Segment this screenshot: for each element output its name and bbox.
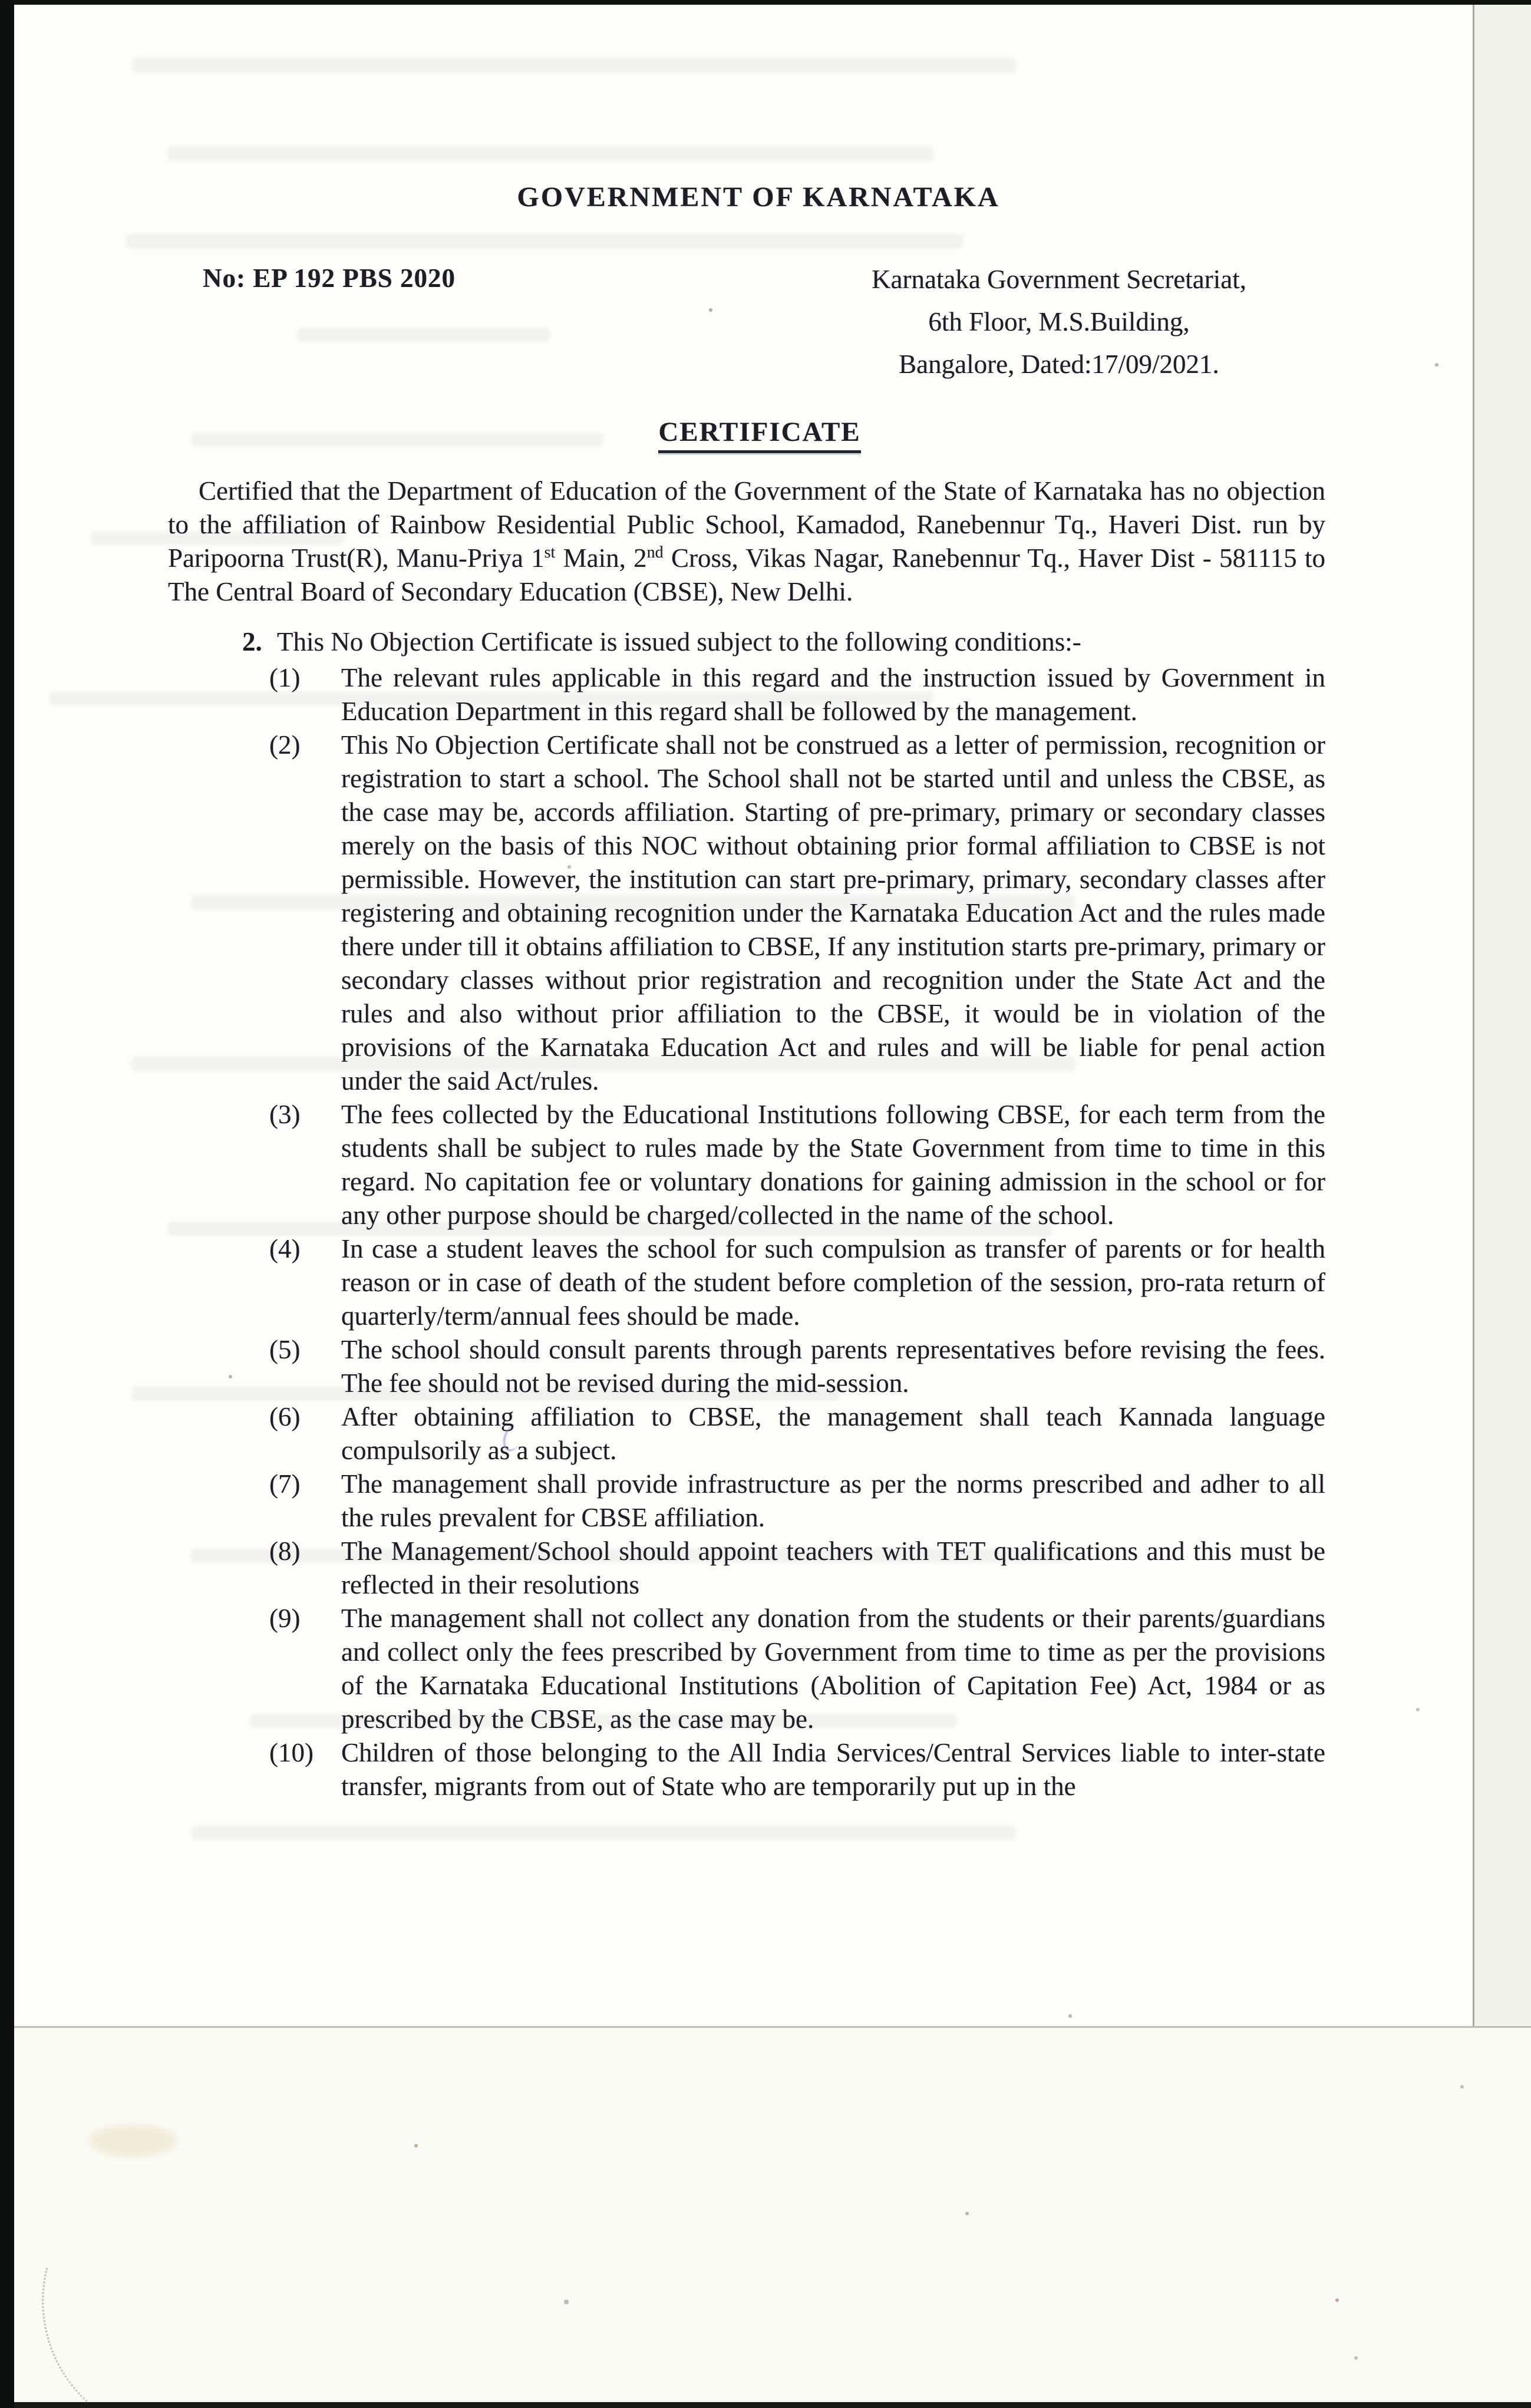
page-content: [168, 5, 1325, 1803]
certification-text-part1: Certified that the Department of Education of the Government of the State of Karnataka has no objection to the affiliation of Rainbow Residential Public School, Kamadod, Ranebennur Tq., Haveri Dist. run by Paripoorna Trust(R), Manu-Priya 1: [168, 476, 1325, 573]
certification-text-part2: Main, 2: [555, 543, 647, 573]
condition-number: (3): [269, 1100, 301, 1129]
condition-item-1: [168, 661, 1325, 728]
address-line-date: Bangalore, Dated:17/09/2021.: [899, 349, 1219, 379]
scan-edge-top: [0, 0, 1531, 5]
clause-2-number: 2.: [242, 627, 262, 657]
bleed-through-artifact: [191, 1826, 1016, 1840]
condition-number: (6): [269, 1402, 301, 1431]
address-block: [806, 258, 1312, 385]
condition-text: The management shall provide infrastructure as per the norms prescribed and adher to all the rules prevalent for CBSE affiliation.: [341, 1469, 1325, 1532]
scan-edge-bottom: [14, 2402, 1531, 2408]
certificate-heading-wrap: [168, 416, 1325, 453]
condition-number: (2): [269, 730, 301, 760]
certification-text-part3: Cross, Vikas Nagar, Ranebennur Tq., Haver Dist - 581115 to The Central Board of Secondary Education (CBSE), New Delhi.: [168, 543, 1325, 606]
condition-number: (7): [269, 1469, 301, 1499]
condition-item-7: [168, 1467, 1325, 1535]
scan-edge-left: [0, 0, 14, 2408]
address-line-building: 6th Floor, M.S.Building,: [928, 307, 1190, 337]
condition-item-8: [168, 1535, 1325, 1602]
condition-item-6: [168, 1400, 1325, 1467]
certificate-page: [14, 5, 1474, 2026]
condition-text: In case a student leaves the school for such compulsion as transfer of parents or for health reason or in case of death of the student before completion of the session, pro-rata return of quarterly/term/annual fees should be made.: [341, 1234, 1325, 1331]
ordinal-superscript-st: st: [544, 543, 556, 562]
next-page-blank: [14, 2028, 1531, 2402]
ordinal-superscript-nd: nd: [646, 543, 664, 562]
reference-row: [168, 262, 1325, 390]
condition-text: The relevant rules applicable in this regard and the instruction issued by Government in Education Department in this regard shall be followed by the management.: [341, 663, 1325, 726]
condition-text: The school should consult parents through parents representatives before revising the fees. The fee should not be revised during the mid-session.: [341, 1335, 1325, 1398]
condition-text: After obtaining affiliation to CBSE, the management shall teach Kannada language compulsorily as a subject.: [341, 1402, 1325, 1465]
condition-number: (8): [269, 1536, 301, 1566]
reference-number: No: EP 192 PBS 2020: [203, 263, 456, 293]
page-divider: [14, 2026, 1531, 2028]
condition-text: The management shall not collect any donation from the students or their parents/guardians and collect only the fees prescribed by Government from time to time as per the provisions of the Karnataka Educational Institutions (Abolition of Capitation Fee) Act, 1984 or as prescribed by the CBSE, as the case may be.: [341, 1604, 1325, 1734]
condition-item-10: [168, 1736, 1325, 1803]
clause-2: [168, 625, 1325, 659]
condition-number: (5): [269, 1335, 301, 1364]
condition-number: (10): [269, 1738, 314, 1767]
condition-item-4: [168, 1232, 1325, 1333]
condition-number: (1): [269, 663, 301, 692]
condition-text: This No Objection Certificate shall not be construed as a letter of permission, recognition or registration to start a school. The School shall not be started until and unless the CBSE, as the case may be, accords affiliation. Starting of pre-primary, primary or secondary classes merely on the basis of this NOC without obtaining prior formal affiliation to CBSE is not permissible. However, the institution can start pre-primary, primary, secondary classes after registering and obtaining recognition under the Karnataka Education Act and the rules made there under till it obtains affiliation to CBSE, If any institution starts pre-primary, primary or secondary classes without prior registration and recognition under the State Act and the rules and also without prior affiliation to the CBSE, it would be in violation of the provisions of the Karnataka Education Act and rules and will be liable for penal action under the said Act/rules.: [341, 730, 1325, 1096]
condition-number: (9): [269, 1604, 301, 1633]
certification-paragraph: [168, 474, 1325, 609]
condition-text: Children of those belonging to the All India Services/Central Services liable to inter-state transfer, migrants from out of State who are temporarily put up in the: [341, 1738, 1325, 1801]
condition-item-5: [168, 1333, 1325, 1400]
page-title: GOVERNMENT OF KARNATAKA: [517, 182, 1000, 213]
condition-number: (4): [269, 1234, 301, 1264]
conditions-list: [168, 661, 1325, 1803]
address-line-secretariat: Karnataka Government Secretariat,: [872, 265, 1246, 294]
condition-text: The Management/School should appoint teachers with TET qualifications and this must be reflected in their resolutions: [341, 1536, 1325, 1599]
clause-2-text: This No Objection Certificate is issued subject to the following conditions:-: [277, 627, 1081, 657]
condition-text: The fees collected by the Educational Institutions following CBSE, for each term from the students shall be subject to rules made by the State Government from time to time in this regard. No capitation fee or voluntary donations for gaining admission in the school or for any other purpose should be charged/collected in the name of the school.: [341, 1100, 1325, 1230]
condition-item-9: [168, 1602, 1325, 1736]
condition-item-2: [168, 728, 1325, 1098]
certificate-heading: CERTIFICATE: [658, 416, 860, 453]
condition-item-3: [168, 1098, 1325, 1232]
stain-artifact: [88, 2125, 177, 2157]
